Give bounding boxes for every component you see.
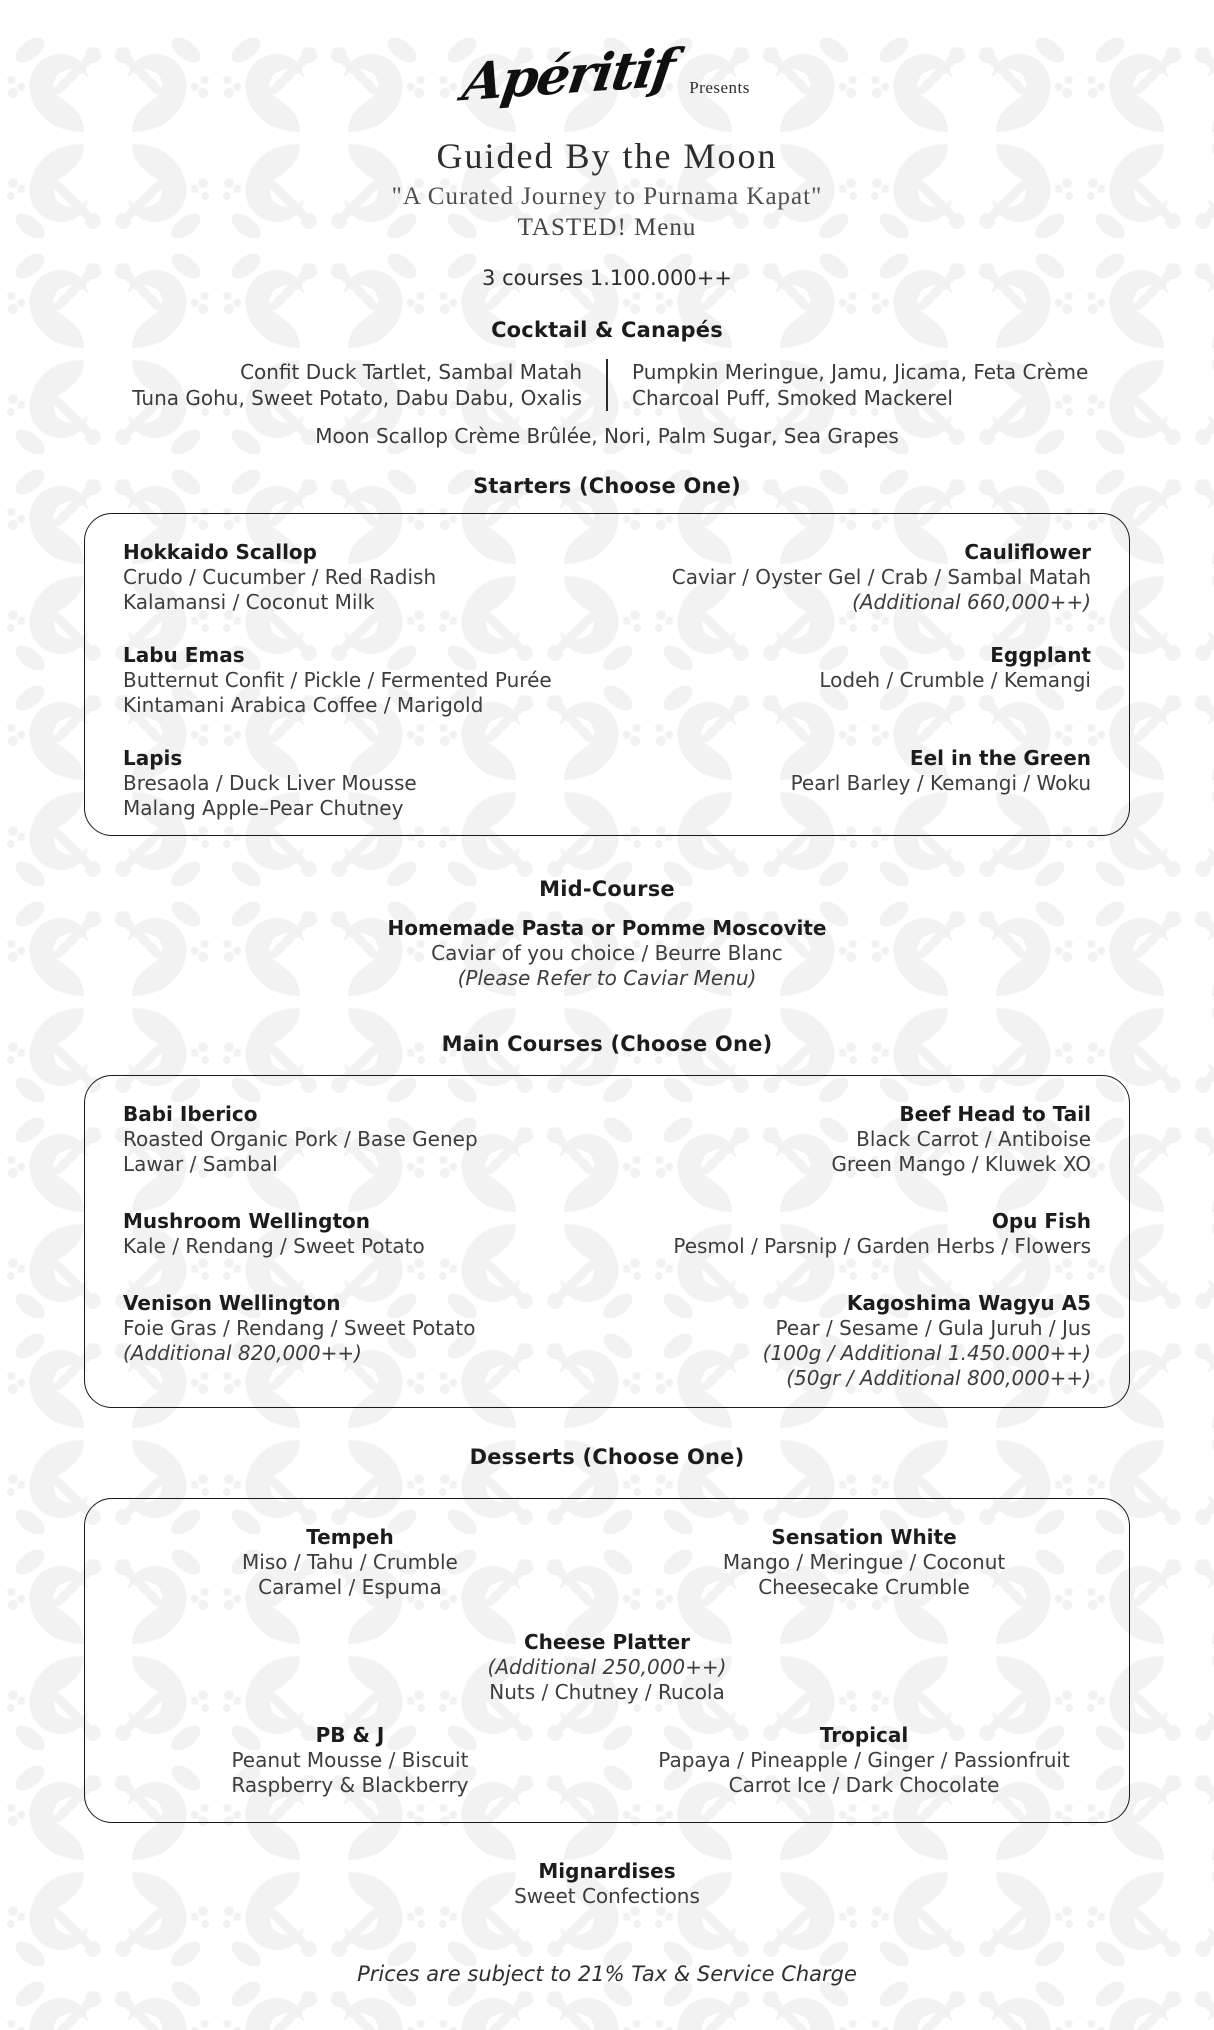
canape-line: Pumpkin Meringue, Jamu, Jicama, Feta Crème xyxy=(632,360,1089,384)
desserts-heading: Desserts (Choose One) xyxy=(469,1445,745,1469)
menu-item-opu-fish: Opu Fish Pesmol / Parsnip / Garden Herbs / Flowers xyxy=(673,1209,1091,1258)
mains-box xyxy=(84,1075,1130,1408)
tax-service-note: Prices are subject to 21% Tax & Service Charge xyxy=(357,1962,857,1986)
menu-item-eggplant: Eggplant Lodeh / Crumble / Kemangi xyxy=(819,643,1091,692)
canape-center-line: Moon Scallop Crème Brûlée, Nori, Palm Sugar, Sea Grapes xyxy=(315,424,899,448)
canapes-right-column xyxy=(608,359,1130,411)
menu-item-beef-head-to-tail: Beef Head to Tail Black Carrot / Antiboise Green Mango / Kluwek XO xyxy=(831,1102,1091,1176)
menu-name: TASTED! Menu xyxy=(517,214,697,241)
canapes-columns xyxy=(84,359,1130,411)
mignardises-item: Mignardises Sweet Confections xyxy=(514,1859,700,1908)
menu-item-babi-iberico: Babi Iberico Roasted Organic Pork / Base Genep Lawar / Sambal xyxy=(123,1102,478,1176)
menu-item-pb-and-j: PB & J Peanut Mousse / Biscuit Raspberry & Blackberry xyxy=(231,1723,469,1797)
desserts-row-2 xyxy=(123,1723,1091,1798)
mid-course-item: Homemade Pasta or Pomme Moscovite Caviar of you choice / Beurre Blanc (Please Refer to Caviar Menu) xyxy=(387,916,827,990)
canape-line: Charcoal Puff, Smoked Mackerel xyxy=(632,386,953,410)
menu-item-tempeh: Tempeh Miso / Tahu / Crumble Caramel / Espuma xyxy=(242,1525,458,1599)
presents-label: Presents xyxy=(689,78,750,97)
desserts-box xyxy=(84,1498,1130,1823)
menu-item-mushroom-wellington: Mushroom Wellington Kale / Rendang / Sweet Potato xyxy=(123,1209,425,1258)
starters-row-1 xyxy=(123,540,1091,615)
canapes-heading: Cocktail & Canapés xyxy=(491,318,723,342)
brand-header xyxy=(84,30,1130,114)
starters-row-3 xyxy=(123,746,1091,821)
menu-page xyxy=(0,30,1214,2030)
mains-row-2 xyxy=(123,1209,1091,1259)
starters-heading: Starters (Choose One) xyxy=(473,474,741,498)
menu-item-cauliflower: Cauliflower Caviar / Oyster Gel / Crab / Sambal Matah (Additional 660,000++) xyxy=(671,540,1091,614)
menu-item-hokkaido-scallop: Hokkaido Scallop Crudo / Cucumber / Red Radish Kalamansi / Coconut Milk xyxy=(123,540,437,614)
mains-heading: Main Courses (Choose One) xyxy=(441,1032,773,1056)
page-title: Guided By the Moon xyxy=(436,136,778,176)
menu-item-tropical: Tropical Papaya / Pineapple / Ginger / Passionfruit Carrot Ice / Dark Chocolate xyxy=(658,1723,1070,1797)
starters-row-2 xyxy=(123,643,1091,718)
menu-item-cheese-platter: Cheese Platter (Additional 250,000++) Nuts / Chutney / Rucola xyxy=(487,1630,727,1704)
menu-item-lapis: Lapis Bresaola / Duck Liver Mousse Malang Apple–Pear Chutney xyxy=(123,746,417,820)
canapes-left-column xyxy=(84,359,606,411)
menu-price: 3 courses 1.100.000++ xyxy=(482,266,732,290)
mains-row-3 xyxy=(123,1291,1091,1391)
canape-line: Tuna Gohu, Sweet Potato, Dabu Dabu, Oxalis xyxy=(132,386,582,410)
menu-item-venison-wellington: Venison Wellington Foie Gras / Rendang / Sweet Potato (Additional 820,000++) xyxy=(123,1291,476,1365)
desserts-row-1 xyxy=(123,1525,1091,1600)
starters-box xyxy=(84,513,1130,836)
mid-course-heading: Mid-Course xyxy=(539,877,675,901)
mains-row-1 xyxy=(123,1102,1091,1177)
menu-item-eel-in-the-green: Eel in the Green Pearl Barley / Kemangi / Woku xyxy=(790,746,1091,795)
aperitif-script-logo: Apéritif xyxy=(458,37,678,114)
menu-item-labu-emas: Labu Emas Butternut Confit / Pickle / Fermented Purée Kintamani Arabica Coffee / Marigold xyxy=(123,643,552,717)
page-subtitle: "A Curated Journey to Purnama Kapat" xyxy=(391,183,823,210)
canape-line: Confit Duck Tartlet, Sambal Matah xyxy=(240,360,582,384)
menu-item-kagoshima-wagyu-a5: Kagoshima Wagyu A5 Pear / Sesame / Gula Juruh / Jus (100g / Additional 1.450.000++) (50gr / Additional 800,000++) xyxy=(762,1291,1091,1390)
menu-item-sensation-white: Sensation White Mango / Meringue / Coconut Cheesecake Crumble xyxy=(722,1525,1006,1599)
